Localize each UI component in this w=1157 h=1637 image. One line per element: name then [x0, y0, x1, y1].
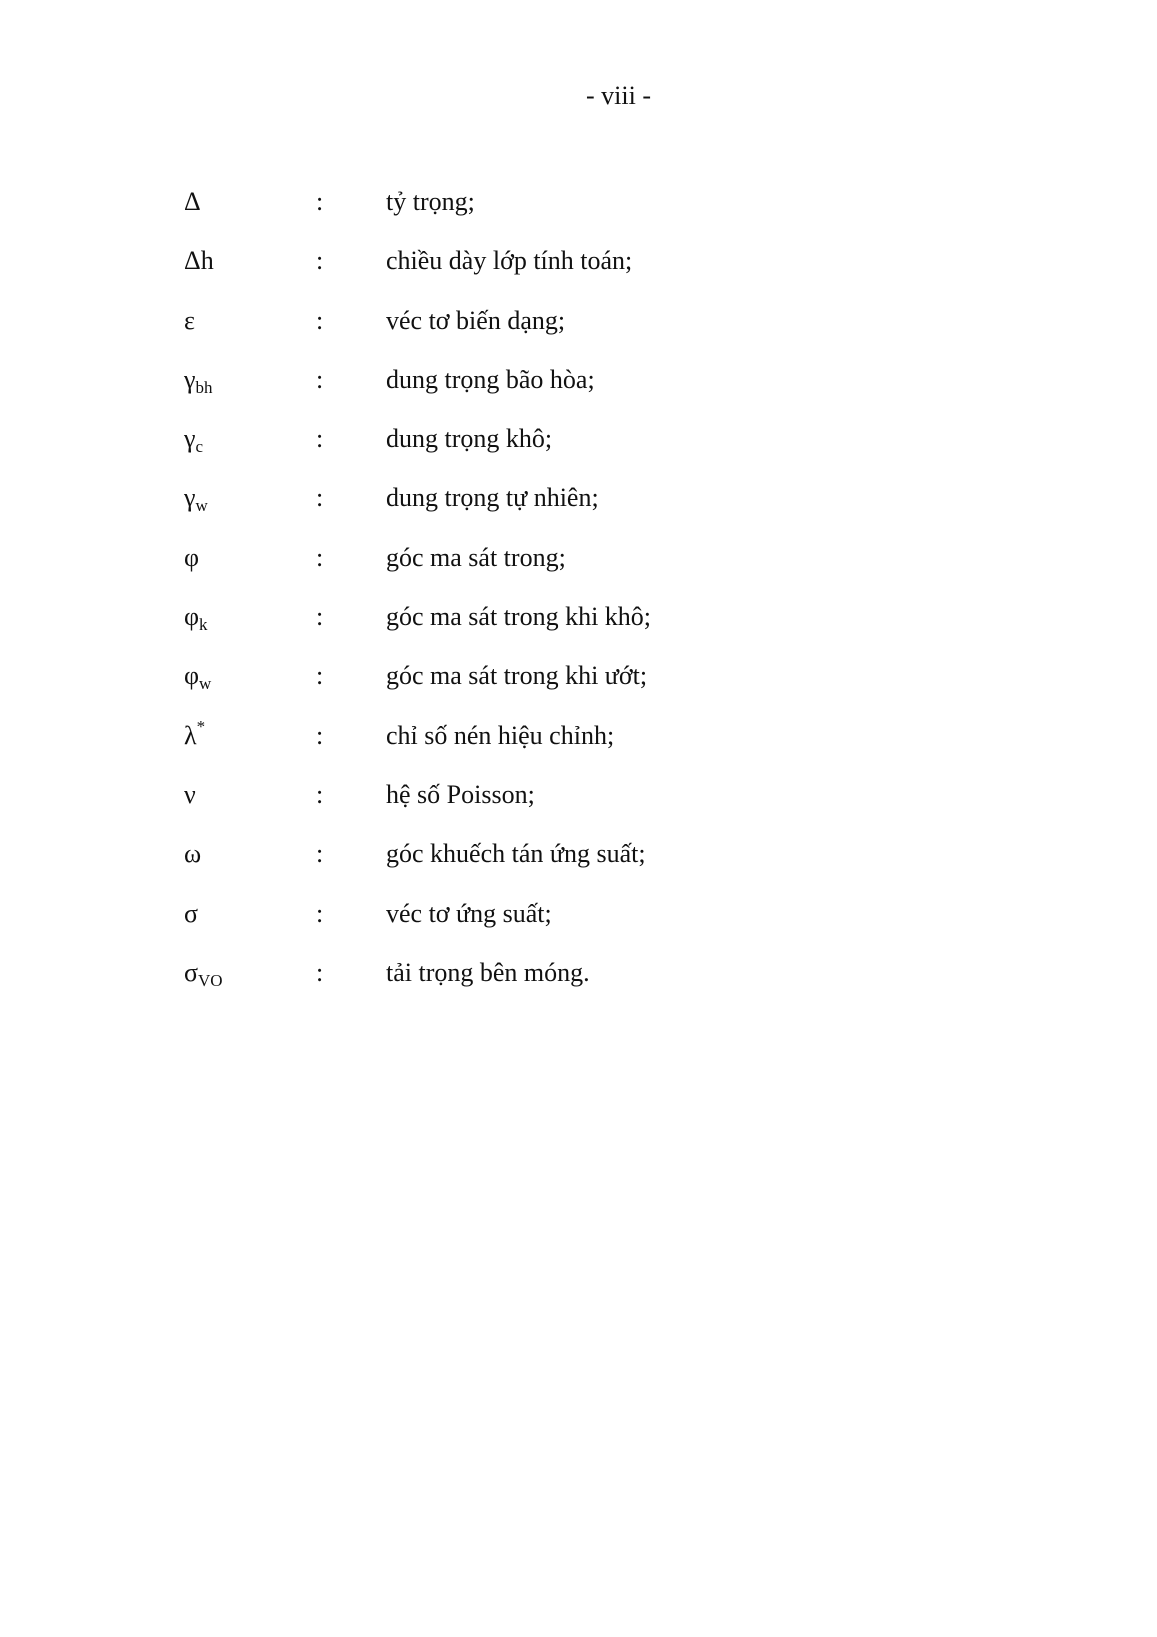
- symbol-base: ω: [184, 839, 202, 869]
- separator: :: [316, 246, 324, 276]
- symbol-description: dung trọng khô;: [386, 424, 553, 454]
- symbol-row: [184, 777, 1004, 836]
- symbol: [184, 718, 316, 754]
- separator: :: [316, 187, 324, 216]
- symbol: [184, 777, 316, 813]
- symbol: [184, 658, 316, 694]
- symbol-base: ε: [184, 305, 195, 335]
- symbol-description: góc ma sát trong;: [386, 542, 566, 572]
- separator: :: [316, 364, 324, 394]
- symbol-description: hệ số Poisson;: [386, 779, 535, 809]
- symbol-row: [184, 303, 1004, 362]
- symbol-row: [184, 599, 1004, 658]
- symbol-base: γ: [184, 364, 196, 394]
- symbol: [184, 955, 316, 991]
- symbol-row: [184, 184, 1004, 243]
- symbol-base: ν: [184, 779, 196, 809]
- separator: :: [316, 305, 324, 335]
- symbol-description: dung trọng bão hòa;: [386, 364, 595, 394]
- symbol-description: véc tơ biến dạng;: [386, 305, 566, 335]
- symbol-subscript: w: [199, 674, 212, 694]
- symbol-subscript: k: [199, 615, 208, 635]
- symbol: [184, 303, 316, 339]
- symbol-subscript: w: [195, 496, 208, 516]
- symbol-subscript: c: [195, 437, 204, 457]
- symbol-row: [184, 955, 1004, 1014]
- symbol-base: λ: [184, 720, 197, 750]
- separator: :: [316, 542, 324, 572]
- symbol-description: tỷ trọng;: [386, 187, 475, 216]
- symbol-row: [184, 480, 1004, 539]
- symbol-base: Δ: [184, 187, 201, 216]
- symbol: [184, 480, 316, 516]
- symbol-description: chiều dày lớp tính toán;: [386, 246, 633, 276]
- symbol-description: véc tơ ứng suất;: [386, 898, 552, 928]
- symbol: [184, 896, 316, 932]
- separator: :: [316, 661, 324, 691]
- symbol-description: góc ma sát trong khi khô;: [386, 602, 652, 632]
- symbol-base: Δh: [184, 246, 214, 276]
- symbol-description: dung trọng tự nhiên;: [386, 483, 599, 513]
- symbol-base: σ: [184, 957, 199, 987]
- separator: :: [316, 602, 324, 632]
- separator: :: [316, 483, 324, 513]
- symbol-base: φ: [184, 661, 200, 691]
- symbol-description: góc khuếch tán ứng suất;: [386, 839, 646, 869]
- separator: :: [316, 957, 324, 987]
- symbol-row: [184, 540, 1004, 599]
- page-number: - viii -: [586, 81, 651, 110]
- symbol-list: [184, 184, 1004, 1014]
- separator: :: [316, 720, 324, 750]
- symbol: [184, 184, 316, 220]
- symbol: [184, 421, 316, 457]
- symbol-description: góc ma sát trong khi ướt;: [386, 661, 648, 691]
- symbol-description: chỉ số nén hiệu chỉnh;: [386, 720, 615, 750]
- symbol-row: [184, 658, 1004, 717]
- symbol-row: [184, 362, 1004, 421]
- separator: :: [316, 839, 324, 869]
- separator: :: [316, 898, 324, 928]
- symbol: [184, 540, 316, 576]
- symbol: [184, 599, 316, 635]
- symbol-row: [184, 896, 1004, 955]
- symbol-base: γ: [184, 424, 196, 454]
- symbol-subscript: bh: [195, 377, 213, 397]
- symbol-subscript: VO: [198, 970, 223, 990]
- separator: :: [316, 424, 324, 454]
- separator: :: [316, 779, 324, 809]
- symbol-superscript: *: [196, 716, 206, 736]
- symbol-row: [184, 421, 1004, 480]
- symbol-base: φ: [184, 542, 200, 572]
- symbol-base: γ: [184, 483, 196, 513]
- symbol: [184, 836, 316, 872]
- symbol-base: φ: [184, 602, 200, 632]
- symbol: [184, 362, 316, 398]
- symbol-row: [184, 836, 1004, 895]
- symbol-base: σ: [184, 898, 199, 928]
- symbol: [184, 243, 316, 279]
- symbol-row: [184, 718, 1004, 777]
- symbol-description: tải trọng bên móng.: [386, 957, 590, 987]
- symbol-row: [184, 243, 1004, 302]
